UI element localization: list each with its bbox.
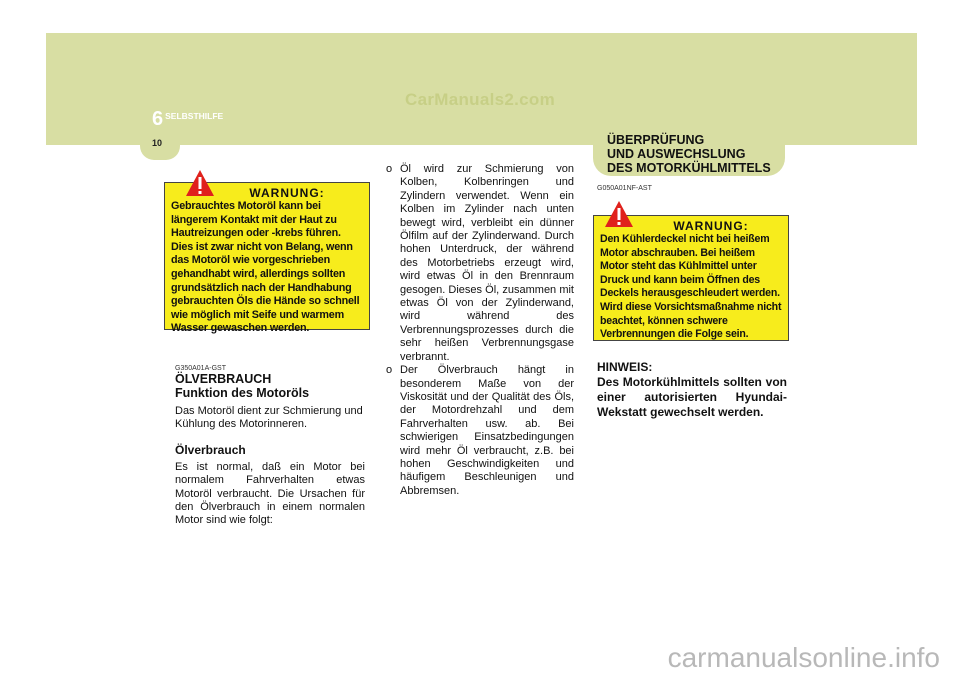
consumption-heading: Ölverbrauch [175, 442, 246, 457]
chapter-label [152, 108, 224, 131]
section-intro: Das Motoröl dient zur Schmierung und Kühlung des Motorinneren. [175, 405, 363, 431]
heading-line: DES MOTORKÜHLMITTELS [607, 161, 771, 175]
bullet-text: Der Ölverbrauch hängt in besonderem Maße von der Viskosität und der Qualität des Öls, der Motordrehzahl und dem Fahrverhalten usw. ab. Bei schwierigen Einsatzbedingungen wird mehr Öl verbraucht, z.B. bei hohen Geschwindigkeiten und häufigem Beschleunigen und Abbremsen. [400, 364, 574, 497]
consumption-text: Es ist normal, daß ein Motor bei normalem Fahrverhalten etwas Motoröl verbraucht. Die Ursachen für den Ölverbrauch in einem normalen Motor sind wie folgt: [175, 460, 365, 527]
bullet-mark: o [386, 163, 393, 175]
note-title: HINWEIS: [597, 360, 653, 374]
section-subtitle: Funktion des Motoröls [175, 386, 310, 400]
warning-text: Den Kühlerdeckel nicht bei heißem Motor abschrauben. Bei heißem Motor steht das Kühlmittel unter Druck und kann beim Öffnen des Deckels herausgeschleudert werden. Wird diese Vorsichtsmaßnahme nicht beachtet, können schwere Verbrennungen die Folge sein. [600, 233, 782, 341]
warning-triangle-icon [185, 169, 215, 197]
coolant-code: G050A01NF-AST [597, 185, 652, 192]
coolant-section-heading [607, 133, 771, 175]
page-number: 10 [152, 138, 163, 148]
list-item [386, 364, 574, 498]
section-title: ÖLVERBRAUCH [175, 372, 272, 386]
warning-text: Gebrauchtes Motoröl kann bei längerem Kontakt mit der Haut zu Hautreizungen oder -krebs führen. Dies ist zwar nicht von Belang, wenn das Motoröl wie vorgeschrieben gehandhabt wird, allerdings sollten grundsätzlich nach der Handhabung gebrauchten Öls die Hände so schnell wie möglich mit Seife und warmem Wasser gewaschen werden. [171, 200, 360, 335]
section-code: G350A01A-GST [175, 365, 226, 372]
warning-triangle-icon [604, 200, 634, 228]
footer-watermark[interactable]: carmanualsonline.info [667, 642, 940, 673]
heading-line: UND AUSWECHSLUNG [607, 147, 746, 161]
coolant-note [597, 360, 787, 420]
oil-warning-box [164, 182, 370, 335]
list-item [386, 163, 574, 364]
chapter-number: 6 [152, 108, 164, 130]
chapter-title: SELBSTHILFE [165, 111, 224, 121]
coolant-warning-box [593, 215, 789, 341]
heading-line: ÜBERPRÜFUNG [607, 133, 705, 147]
bullet-mark: o [386, 364, 393, 377]
oil-section [175, 365, 365, 528]
warning-title: WARNUNG: [673, 219, 749, 233]
bullet-text: Öl wird zur Schmierung von Kolben, Kolbenringen und Zylindern verwendet. Wenn ein Kolben im Zylinder nach unten bewegt wird, verbleibt ein dünner Ölfilm auf der Zylinderwand. Durch hohen Unterdruck, der während des Motorbetriebs erzeugt wird, wird etwas Öl in den Brennraum gesogen. Dieses Öl, zusammen mit etwas Öl von der Zylinderwand, wird während des Verbrennungsprozesses durch die sehr heißen Verbrennungsgase verbrannt. [400, 163, 574, 363]
note-text: Des Motorkühlmittels sollten von einer autorisierten Hyundai-Wekstatt gewechselt werden. [597, 375, 787, 419]
top-watermark[interactable]: CarManuals2.com [405, 90, 555, 109]
oil-bullets [386, 163, 574, 498]
warning-title: WARNUNG: [249, 186, 325, 200]
